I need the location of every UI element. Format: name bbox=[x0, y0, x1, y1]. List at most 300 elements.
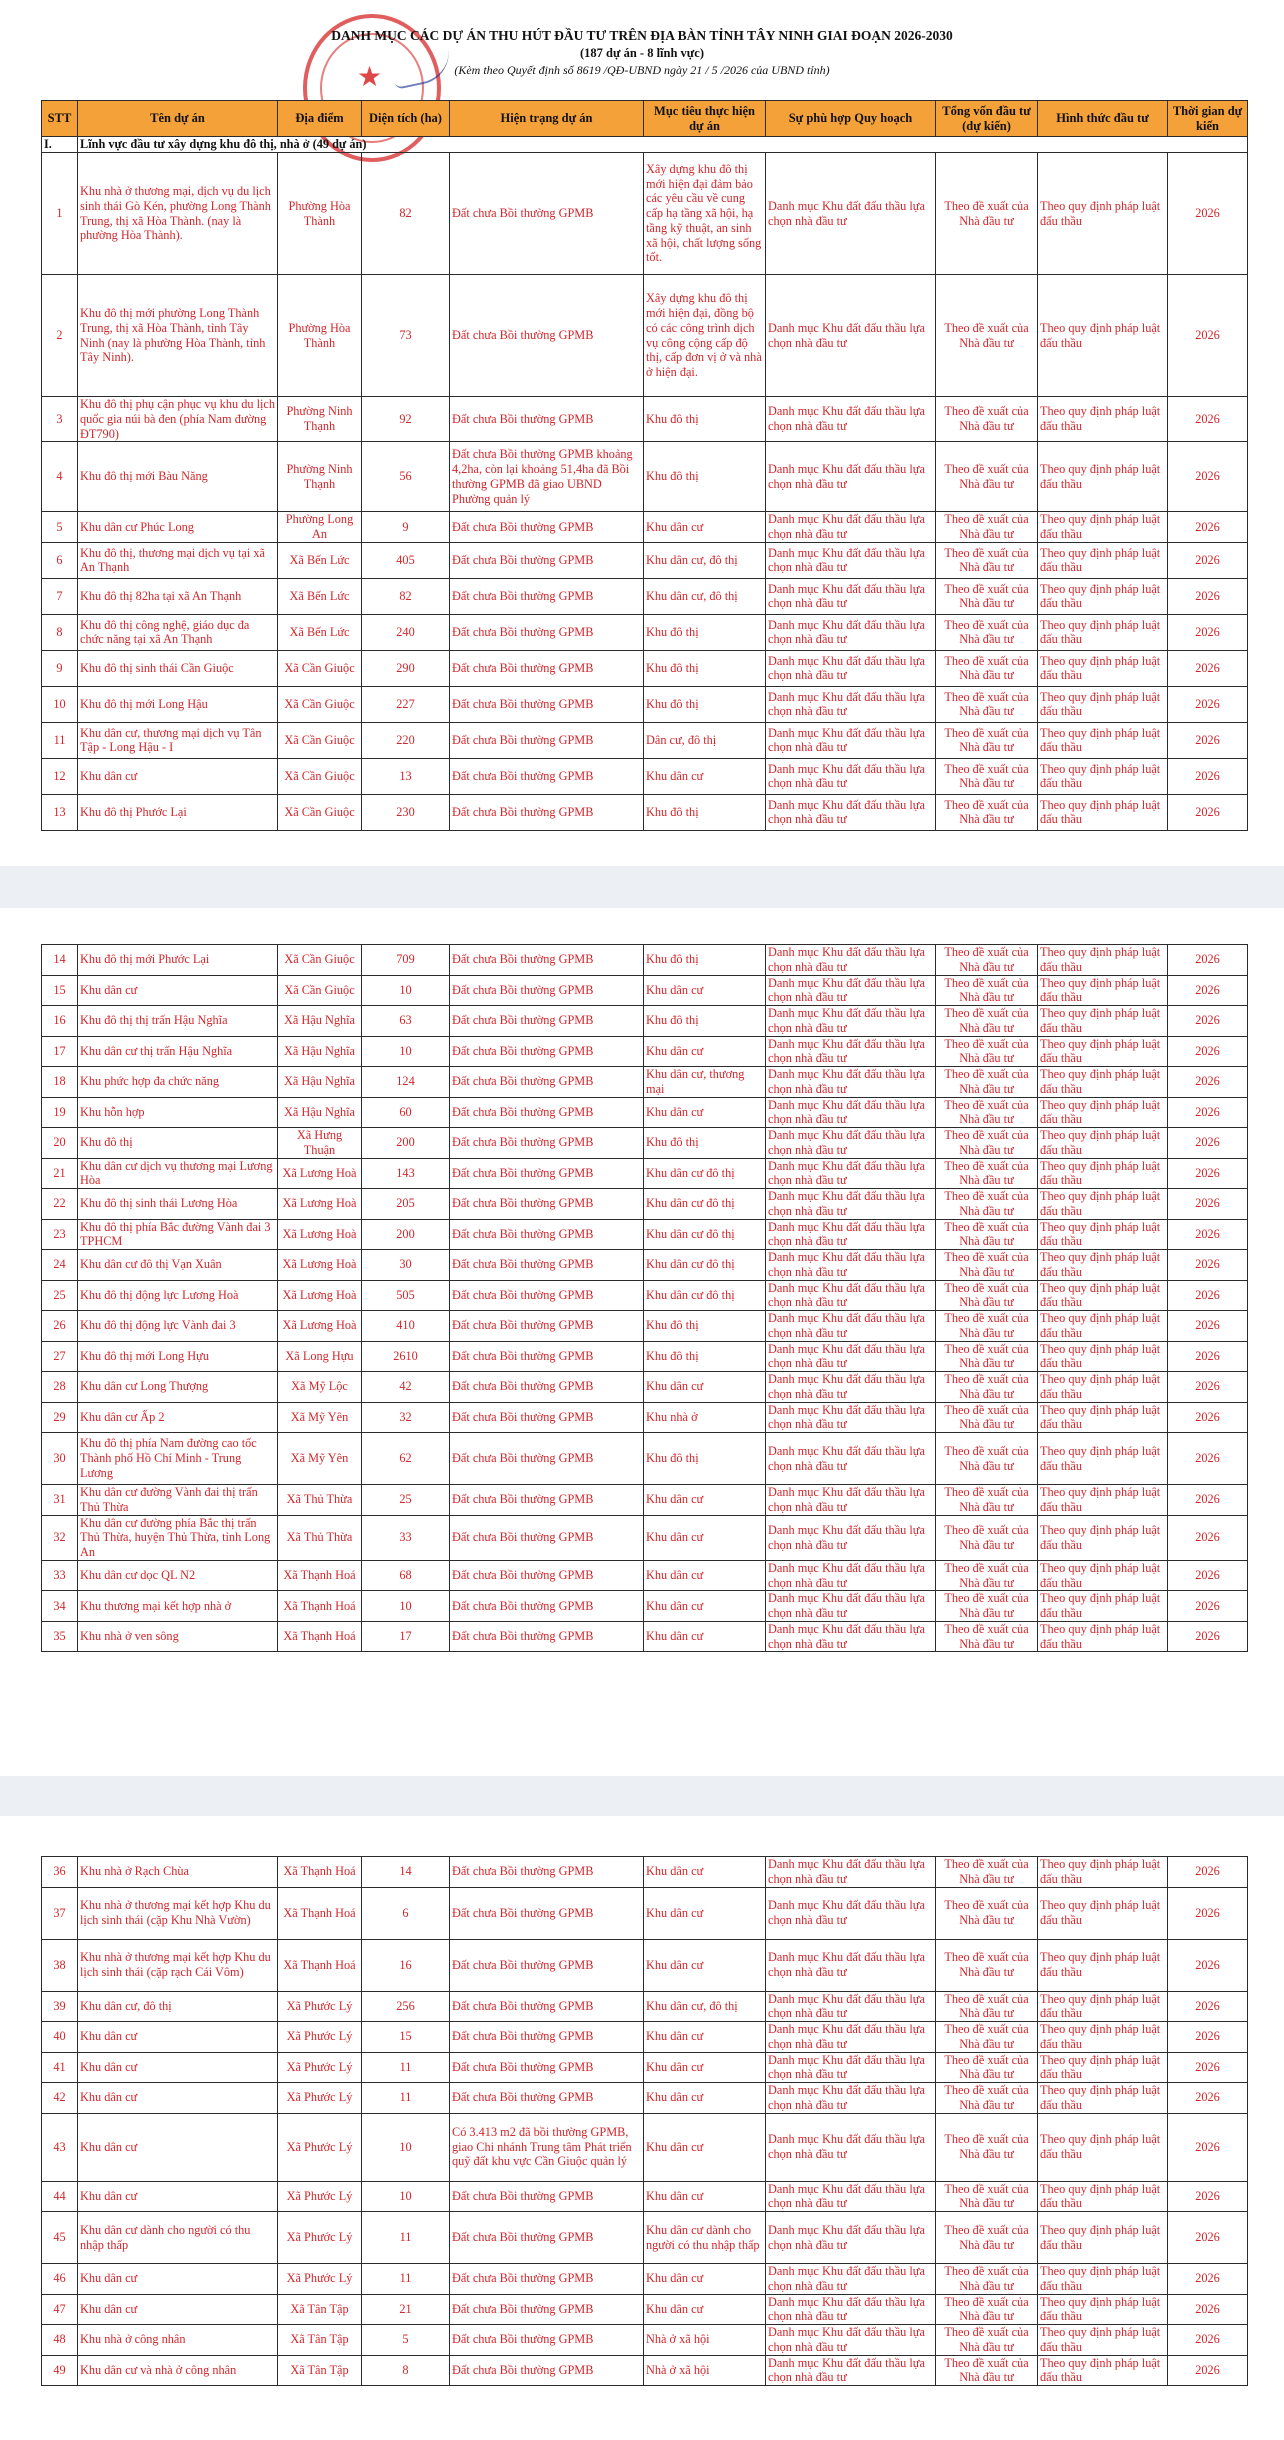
project-location: Xã Tân Tập bbox=[278, 2355, 362, 2386]
total-capital: Theo đề xuất của Nhà đầu tư bbox=[936, 1991, 1038, 2022]
planning-fit: Danh mục Khu đất đấu thầu lựa chọn nhà đầu tư bbox=[766, 2212, 936, 2264]
planning-fit: Danh mục Khu đất đấu thầu lựa chọn nhà đầu tư bbox=[766, 1128, 936, 1159]
row-number: 34 bbox=[42, 1591, 78, 1622]
project-name: Khu đô thị phía Nam đường cao tốc Thành phố Hồ Chí Minh - Trung Lương bbox=[78, 1433, 278, 1485]
total-capital: Theo đề xuất của Nhà đầu tư bbox=[936, 1433, 1038, 1485]
project-location: Xã Lương Hoà bbox=[278, 1158, 362, 1189]
project-status: Đất chưa Bồi thường GPMB bbox=[450, 2355, 644, 2386]
total-capital: Theo đề xuất của Nhà đầu tư bbox=[936, 2113, 1038, 2181]
project-location: Xã Tân Tập bbox=[278, 2325, 362, 2356]
total-capital: Theo đề xuất của Nhà đầu tư bbox=[936, 686, 1038, 722]
project-area: 10 bbox=[362, 2113, 450, 2181]
project-name: Khu dân cư bbox=[78, 2264, 278, 2295]
expected-year: 2026 bbox=[1168, 794, 1248, 830]
project-status: Đất chưa Bồi thường GPMB bbox=[450, 1128, 644, 1159]
project-location: Xã Hậu Nghĩa bbox=[278, 1097, 362, 1128]
expected-year: 2026 bbox=[1168, 542, 1248, 578]
row-number: 4 bbox=[42, 442, 78, 512]
row-number: 28 bbox=[42, 1372, 78, 1403]
document-reference: (Kèm theo Quyết định số 8619 /QĐ-UBND ngày 21 / 5 /2026 của UBND tỉnh) bbox=[454, 63, 830, 77]
investment-form: Theo quy định pháp luật đấu thầu bbox=[1038, 650, 1168, 686]
project-area: 2610 bbox=[362, 1341, 450, 1372]
project-goal: Khu dân cư dành cho người có thu nhập thấp bbox=[644, 2212, 766, 2264]
investment-form: Theo quy định pháp luật đấu thầu bbox=[1038, 1857, 1168, 1888]
table-row bbox=[42, 2083, 1248, 2114]
table-row bbox=[42, 975, 1248, 1006]
project-goal: Khu dân cư bbox=[644, 2264, 766, 2295]
project-location: Xã Thủ Thừa bbox=[278, 1485, 362, 1516]
project-area: 68 bbox=[362, 1560, 450, 1591]
total-capital: Theo đề xuất của Nhà đầu tư bbox=[936, 1097, 1038, 1128]
project-area: 10 bbox=[362, 1036, 450, 1067]
project-area: 505 bbox=[362, 1280, 450, 1311]
total-capital: Theo đề xuất của Nhà đầu tư bbox=[936, 2355, 1038, 2386]
expected-year: 2026 bbox=[1168, 2052, 1248, 2083]
project-location: Xã Phước Lý bbox=[278, 2083, 362, 2114]
table-row bbox=[42, 1341, 1248, 1372]
investment-form: Theo quy định pháp luật đấu thầu bbox=[1038, 2083, 1168, 2114]
table-row bbox=[42, 650, 1248, 686]
table-row bbox=[42, 1067, 1248, 1098]
expected-year: 2026 bbox=[1168, 2113, 1248, 2181]
project-name: Khu dân cư Phúc Long bbox=[78, 512, 278, 543]
investment-form: Theo quy định pháp luật đấu thầu bbox=[1038, 1280, 1168, 1311]
project-name: Khu dân cư dịch vụ thương mại Lương Hòa bbox=[78, 1158, 278, 1189]
project-name: Khu đô thị mới Bàu Năng bbox=[78, 442, 278, 512]
expected-year: 2026 bbox=[1168, 1857, 1248, 1888]
expected-year: 2026 bbox=[1168, 722, 1248, 758]
planning-fit: Danh mục Khu đất đấu thầu lựa chọn nhà đầu tư bbox=[766, 2083, 936, 2114]
project-name: Khu nhà ở thương mại, dịch vụ du lịch sinh thái Gò Kén, phường Long Thành Trung, thị xã Hòa Thành. (nay là phường Hòa Thành). bbox=[78, 153, 278, 275]
project-location: Xã Cần Giuộc bbox=[278, 945, 362, 976]
expected-year: 2026 bbox=[1168, 1433, 1248, 1485]
project-goal: Khu dân cư bbox=[644, 1560, 766, 1591]
project-name: Khu phức hợp đa chức năng bbox=[78, 1067, 278, 1098]
total-capital: Theo đề xuất của Nhà đầu tư bbox=[936, 794, 1038, 830]
investment-form: Theo quy định pháp luật đấu thầu bbox=[1038, 945, 1168, 976]
total-capital: Theo đề xuất của Nhà đầu tư bbox=[936, 1036, 1038, 1067]
project-name: Khu đô thị động lực Lương Hoà bbox=[78, 1280, 278, 1311]
project-name: Khu dân cư đô thị Vạn Xuân bbox=[78, 1250, 278, 1281]
column-header: Sự phù hợp Quy hoạch bbox=[766, 101, 936, 137]
expected-year: 2026 bbox=[1168, 2022, 1248, 2053]
project-location: Xã Thạnh Hoá bbox=[278, 1857, 362, 1888]
expected-year: 2026 bbox=[1168, 275, 1248, 397]
total-capital: Theo đề xuất của Nhà đầu tư bbox=[936, 1591, 1038, 1622]
table-row bbox=[42, 1621, 1248, 1652]
project-goal: Dân cư, đô thị bbox=[644, 722, 766, 758]
project-name: Khu dân cư đường phía Bắc thị trấn Thủ Thừa, huyện Thủ Thừa, tỉnh Long An bbox=[78, 1515, 278, 1560]
investment-form: Theo quy định pháp luật đấu thầu bbox=[1038, 614, 1168, 650]
investment-form: Theo quy định pháp luật đấu thầu bbox=[1038, 1939, 1168, 1991]
project-table-page-2 bbox=[41, 944, 1248, 1652]
project-name: Khu dân cư bbox=[78, 2181, 278, 2212]
star-icon: ★ bbox=[357, 62, 383, 93]
table-row bbox=[42, 1128, 1248, 1159]
column-header: Diện tích (ha) bbox=[362, 101, 450, 137]
investment-form: Theo quy định pháp luật đấu thầu bbox=[1038, 1887, 1168, 1939]
project-location: Xã Bến Lức bbox=[278, 542, 362, 578]
project-goal: Khu dân cư bbox=[644, 1621, 766, 1652]
planning-fit: Danh mục Khu đất đấu thầu lựa chọn nhà đầu tư bbox=[766, 614, 936, 650]
investment-form: Theo quy định pháp luật đấu thầu bbox=[1038, 1372, 1168, 1403]
row-number: 10 bbox=[42, 686, 78, 722]
expected-year: 2026 bbox=[1168, 614, 1248, 650]
project-area: 14 bbox=[362, 1857, 450, 1888]
project-goal: Khu dân cư đô thị bbox=[644, 1219, 766, 1250]
project-goal: Khu dân cư, đô thị bbox=[644, 542, 766, 578]
project-goal: Khu dân cư bbox=[644, 1939, 766, 1991]
table-row bbox=[42, 2181, 1248, 2212]
project-name: Khu thương mại kết hợp nhà ở bbox=[78, 1591, 278, 1622]
project-goal: Khu đô thị bbox=[644, 686, 766, 722]
investment-form: Theo quy định pháp luật đấu thầu bbox=[1038, 794, 1168, 830]
project-goal: Khu dân cư bbox=[644, 1036, 766, 1067]
project-location: Xã Lương Hoà bbox=[278, 1250, 362, 1281]
project-area: 25 bbox=[362, 1485, 450, 1516]
project-name: Khu dân cư bbox=[78, 2113, 278, 2181]
row-number: 22 bbox=[42, 1189, 78, 1220]
project-name: Khu dân cư dành cho người có thu nhập thấp bbox=[78, 2212, 278, 2264]
investment-form: Theo quy định pháp luật đấu thầu bbox=[1038, 153, 1168, 275]
total-capital: Theo đề xuất của Nhà đầu tư bbox=[936, 2083, 1038, 2114]
project-name: Khu dân cư Long Thượng bbox=[78, 1372, 278, 1403]
table-row bbox=[42, 945, 1248, 976]
project-name: Khu nhà ở công nhân bbox=[78, 2325, 278, 2356]
project-location: Xã Lương Hoà bbox=[278, 1311, 362, 1342]
project-location: Xã Thạnh Hoá bbox=[278, 1621, 362, 1652]
project-goal: Khu dân cư bbox=[644, 1515, 766, 1560]
project-name: Khu dân cư dọc QL N2 bbox=[78, 1560, 278, 1591]
row-number: 48 bbox=[42, 2325, 78, 2356]
row-number: 8 bbox=[42, 614, 78, 650]
project-status: Đất chưa Bồi thường GPMB bbox=[450, 1372, 644, 1403]
project-name: Khu dân cư, đô thị bbox=[78, 1991, 278, 2022]
project-location: Xã Phước Lý bbox=[278, 1991, 362, 2022]
total-capital: Theo đề xuất của Nhà đầu tư bbox=[936, 1621, 1038, 1652]
total-capital: Theo đề xuất của Nhà đầu tư bbox=[936, 1189, 1038, 1220]
planning-fit: Danh mục Khu đất đấu thầu lựa chọn nhà đầu tư bbox=[766, 1857, 936, 1888]
row-number: 12 bbox=[42, 758, 78, 794]
row-number: 35 bbox=[42, 1621, 78, 1652]
planning-fit: Danh mục Khu đất đấu thầu lựa chọn nhà đầu tư bbox=[766, 2294, 936, 2325]
row-number: 25 bbox=[42, 1280, 78, 1311]
project-goal: Nhà ở xã hội bbox=[644, 2325, 766, 2356]
table-row bbox=[42, 1857, 1248, 1888]
project-location: Xã Cần Giuộc bbox=[278, 722, 362, 758]
project-status: Đất chưa Bồi thường GPMB bbox=[450, 1097, 644, 1128]
project-goal: Khu dân cư bbox=[644, 1097, 766, 1128]
project-area: 82 bbox=[362, 578, 450, 614]
project-status: Đất chưa Bồi thường GPMB bbox=[450, 1158, 644, 1189]
project-goal: Khu đô thị bbox=[644, 1006, 766, 1037]
total-capital: Theo đề xuất của Nhà đầu tư bbox=[936, 275, 1038, 397]
total-capital: Theo đề xuất của Nhà đầu tư bbox=[936, 1372, 1038, 1403]
project-name: Khu đô thị mới Long Hậu bbox=[78, 686, 278, 722]
column-header: Tổng vốn đầu tư (dự kiến) bbox=[936, 101, 1038, 137]
planning-fit: Danh mục Khu đất đấu thầu lựa chọn nhà đầu tư bbox=[766, 758, 936, 794]
planning-fit: Danh mục Khu đất đấu thầu lựa chọn nhà đầu tư bbox=[766, 2355, 936, 2386]
project-area: 60 bbox=[362, 1097, 450, 1128]
project-area: 410 bbox=[362, 1311, 450, 1342]
total-capital: Theo đề xuất của Nhà đầu tư bbox=[936, 722, 1038, 758]
expected-year: 2026 bbox=[1168, 1219, 1248, 1250]
project-status: Đất chưa Bồi thường GPMB bbox=[450, 945, 644, 976]
investment-form: Theo quy định pháp luật đấu thầu bbox=[1038, 1433, 1168, 1485]
project-location: Xã Thạnh Hoá bbox=[278, 1939, 362, 1991]
total-capital: Theo đề xuất của Nhà đầu tư bbox=[936, 1341, 1038, 1372]
project-area: 10 bbox=[362, 1591, 450, 1622]
total-capital: Theo đề xuất của Nhà đầu tư bbox=[936, 2181, 1038, 2212]
investment-form: Theo quy định pháp luật đấu thầu bbox=[1038, 1591, 1168, 1622]
investment-form: Theo quy định pháp luật đấu thầu bbox=[1038, 1006, 1168, 1037]
planning-fit: Danh mục Khu đất đấu thầu lựa chọn nhà đầu tư bbox=[766, 1311, 936, 1342]
table-row bbox=[42, 2325, 1248, 2356]
project-status: Đất chưa Bồi thường GPMB bbox=[450, 2325, 644, 2356]
table-row bbox=[42, 1311, 1248, 1342]
row-number: 9 bbox=[42, 650, 78, 686]
planning-fit: Danh mục Khu đất đấu thầu lựa chọn nhà đầu tư bbox=[766, 1280, 936, 1311]
project-location: Xã Lương Hoà bbox=[278, 1189, 362, 1220]
project-name: Khu đô thị mới phường Long Thành Trung, thị xã Hòa Thành, tỉnh Tây Ninh (nay là phường Hòa Thành, tỉnh Tây Ninh). bbox=[78, 275, 278, 397]
row-number: 42 bbox=[42, 2083, 78, 2114]
planning-fit: Danh mục Khu đất đấu thầu lựa chọn nhà đầu tư bbox=[766, 1189, 936, 1220]
project-goal: Khu dân cư bbox=[644, 1372, 766, 1403]
total-capital: Theo đề xuất của Nhà đầu tư bbox=[936, 578, 1038, 614]
total-capital: Theo đề xuất của Nhà đầu tư bbox=[936, 1280, 1038, 1311]
project-goal: Khu đô thị bbox=[644, 1433, 766, 1485]
table-row bbox=[42, 1560, 1248, 1591]
project-status: Đất chưa Bồi thường GPMB bbox=[450, 1939, 644, 1991]
planning-fit: Danh mục Khu đất đấu thầu lựa chọn nhà đầu tư bbox=[766, 1341, 936, 1372]
planning-fit: Danh mục Khu đất đấu thầu lựa chọn nhà đầu tư bbox=[766, 2325, 936, 2356]
row-number: 24 bbox=[42, 1250, 78, 1281]
table-row bbox=[42, 1591, 1248, 1622]
table-row bbox=[42, 2264, 1248, 2295]
total-capital: Theo đề xuất của Nhà đầu tư bbox=[936, 1402, 1038, 1433]
project-name: Khu dân cư bbox=[78, 2022, 278, 2053]
investment-form: Theo quy định pháp luật đấu thầu bbox=[1038, 1128, 1168, 1159]
project-status: Đất chưa Bồi thường GPMB bbox=[450, 1036, 644, 1067]
investment-form: Theo quy định pháp luật đấu thầu bbox=[1038, 1402, 1168, 1433]
table-row bbox=[42, 1939, 1248, 1991]
table-row bbox=[42, 1189, 1248, 1220]
project-goal: Khu dân cư bbox=[644, 512, 766, 543]
investment-form: Theo quy định pháp luật đấu thầu bbox=[1038, 1189, 1168, 1220]
project-location: Xã Thạnh Hoá bbox=[278, 1591, 362, 1622]
project-name: Khu nhà ở thương mại kết hợp Khu du lịch sinh thái (cặp rạch Cái Vôm) bbox=[78, 1939, 278, 1991]
project-name: Khu đô thị Phước Lại bbox=[78, 794, 278, 830]
project-area: 143 bbox=[362, 1158, 450, 1189]
project-location: Phường Ninh Thạnh bbox=[278, 397, 362, 442]
project-status: Đất chưa Bồi thường GPMB bbox=[450, 1219, 644, 1250]
expected-year: 2026 bbox=[1168, 650, 1248, 686]
investment-form: Theo quy định pháp luật đấu thầu bbox=[1038, 442, 1168, 512]
table-row bbox=[42, 397, 1248, 442]
planning-fit: Danh mục Khu đất đấu thầu lựa chọn nhà đầu tư bbox=[766, 397, 936, 442]
investment-form: Theo quy định pháp luật đấu thầu bbox=[1038, 686, 1168, 722]
document-subtitle: (187 dự án - 8 lĩnh vực) bbox=[579, 46, 705, 60]
planning-fit: Danh mục Khu đất đấu thầu lựa chọn nhà đầu tư bbox=[766, 542, 936, 578]
column-header: STT bbox=[42, 101, 78, 137]
project-location: Xã Lương Hoà bbox=[278, 1280, 362, 1311]
total-capital: Theo đề xuất của Nhà đầu tư bbox=[936, 2264, 1038, 2295]
investment-form: Theo quy định pháp luật đấu thầu bbox=[1038, 1097, 1168, 1128]
project-status: Đất chưa Bồi thường GPMB bbox=[450, 542, 644, 578]
project-area: 8 bbox=[362, 2355, 450, 2386]
project-area: 42 bbox=[362, 1372, 450, 1403]
project-name: Khu dân cư bbox=[78, 975, 278, 1006]
expected-year: 2026 bbox=[1168, 1280, 1248, 1311]
planning-fit: Danh mục Khu đất đấu thầu lựa chọn nhà đầu tư bbox=[766, 722, 936, 758]
investment-form: Theo quy định pháp luật đấu thầu bbox=[1038, 1341, 1168, 1372]
project-goal: Xây dựng khu đô thị mới hiện đại, đồng bộ có các công trình dịch vụ công cộng cấp độ thị, cấp đơn vị ở và nhà ở hiện đại. bbox=[644, 275, 766, 397]
project-table-page-1 bbox=[41, 100, 1248, 831]
project-area: 11 bbox=[362, 2083, 450, 2114]
project-name: Khu đô thị 82ha tại xã An Thạnh bbox=[78, 578, 278, 614]
project-status: Đất chưa Bồi thường GPMB bbox=[450, 512, 644, 543]
investment-form: Theo quy định pháp luật đấu thầu bbox=[1038, 1485, 1168, 1516]
project-goal: Khu dân cư bbox=[644, 2083, 766, 2114]
expected-year: 2026 bbox=[1168, 397, 1248, 442]
column-header: Mục tiêu thực hiện dự án bbox=[644, 101, 766, 137]
row-number: 7 bbox=[42, 578, 78, 614]
table-row bbox=[42, 1887, 1248, 1939]
total-capital: Theo đề xuất của Nhà đầu tư bbox=[936, 153, 1038, 275]
project-status: Đất chưa Bồi thường GPMB bbox=[450, 397, 644, 442]
table-row bbox=[42, 1006, 1248, 1037]
expected-year: 2026 bbox=[1168, 2325, 1248, 2356]
planning-fit: Danh mục Khu đất đấu thầu lựa chọn nhà đầu tư bbox=[766, 1887, 936, 1939]
project-status: Đất chưa Bồi thường GPMB bbox=[450, 1857, 644, 1888]
total-capital: Theo đề xuất của Nhà đầu tư bbox=[936, 1067, 1038, 1098]
table-row bbox=[42, 512, 1248, 543]
project-goal: Khu đô thị bbox=[644, 442, 766, 512]
total-capital: Theo đề xuất của Nhà đầu tư bbox=[936, 542, 1038, 578]
project-location: Xã Long Hựu bbox=[278, 1341, 362, 1372]
investment-form: Theo quy định pháp luật đấu thầu bbox=[1038, 542, 1168, 578]
total-capital: Theo đề xuất của Nhà đầu tư bbox=[936, 2212, 1038, 2264]
project-location: Xã Mỹ Lộc bbox=[278, 1372, 362, 1403]
project-status: Đất chưa Bồi thường GPMB khoảng 4,2ha, còn lại khoảng 51,4ha đã Bồi thường GPMB đã giao UBND Phường quản lý bbox=[450, 442, 644, 512]
expected-year: 2026 bbox=[1168, 1158, 1248, 1189]
planning-fit: Danh mục Khu đất đấu thầu lựa chọn nhà đầu tư bbox=[766, 512, 936, 543]
project-goal: Khu dân cư bbox=[644, 2294, 766, 2325]
project-name: Khu đô thị thị trấn Hậu Nghĩa bbox=[78, 1006, 278, 1037]
project-name: Khu đô thị phụ cận phục vụ khu du lịch quốc gia núi bà đen (phía Nam đường ĐT790) bbox=[78, 397, 278, 442]
project-area: 16 bbox=[362, 1939, 450, 1991]
planning-fit: Danh mục Khu đất đấu thầu lựa chọn nhà đầu tư bbox=[766, 1097, 936, 1128]
investment-form: Theo quy định pháp luật đấu thầu bbox=[1038, 1036, 1168, 1067]
project-location: Xã Bến Lức bbox=[278, 614, 362, 650]
project-name: Khu dân cư thị trấn Hậu Nghĩa bbox=[78, 1036, 278, 1067]
expected-year: 2026 bbox=[1168, 1991, 1248, 2022]
project-location: Phường Hòa Thành bbox=[278, 275, 362, 397]
table-row bbox=[42, 1250, 1248, 1281]
project-goal: Khu đô thị bbox=[644, 1128, 766, 1159]
project-location: Phường Long An bbox=[278, 512, 362, 543]
column-header: Thời gian dự kiến bbox=[1168, 101, 1248, 137]
project-status: Đất chưa Bồi thường GPMB bbox=[450, 1515, 644, 1560]
planning-fit: Danh mục Khu đất đấu thầu lựa chọn nhà đầu tư bbox=[766, 686, 936, 722]
project-status: Đất chưa Bồi thường GPMB bbox=[450, 975, 644, 1006]
project-status: Đất chưa Bồi thường GPMB bbox=[450, 2052, 644, 2083]
row-number: 47 bbox=[42, 2294, 78, 2325]
project-location: Xã Tân Tập bbox=[278, 2294, 362, 2325]
table-row bbox=[42, 686, 1248, 722]
project-goal: Xây dựng khu đô thị mới hiện đại đảm bảo các yêu cầu về cung cấp hạ tầng xã hội, hạ tầng kỹ thuật, an sinh xã hội, chất lượng sống tốt. bbox=[644, 153, 766, 275]
planning-fit: Danh mục Khu đất đấu thầu lựa chọn nhà đầu tư bbox=[766, 2264, 936, 2295]
row-number: 32 bbox=[42, 1515, 78, 1560]
row-number: 15 bbox=[42, 975, 78, 1006]
project-goal: Khu đô thị bbox=[644, 945, 766, 976]
planning-fit: Danh mục Khu đất đấu thầu lựa chọn nhà đầu tư bbox=[766, 1560, 936, 1591]
project-area: 17 bbox=[362, 1621, 450, 1652]
investment-form: Theo quy định pháp luật đấu thầu bbox=[1038, 722, 1168, 758]
project-status: Đất chưa Bồi thường GPMB bbox=[450, 1433, 644, 1485]
column-header: Tên dự án bbox=[78, 101, 278, 137]
row-number: 36 bbox=[42, 1857, 78, 1888]
planning-fit: Danh mục Khu đất đấu thầu lựa chọn nhà đầu tư bbox=[766, 1067, 936, 1098]
project-goal: Khu dân cư bbox=[644, 1887, 766, 1939]
project-location: Xã Cần Giuộc bbox=[278, 686, 362, 722]
planning-fit: Danh mục Khu đất đấu thầu lựa chọn nhà đầu tư bbox=[766, 1402, 936, 1433]
total-capital: Theo đề xuất của Nhà đầu tư bbox=[936, 1939, 1038, 1991]
table-row bbox=[42, 1372, 1248, 1403]
row-number: 39 bbox=[42, 1991, 78, 2022]
project-area: 220 bbox=[362, 722, 450, 758]
investment-form: Theo quy định pháp luật đấu thầu bbox=[1038, 512, 1168, 543]
project-goal: Khu đô thị bbox=[644, 650, 766, 686]
investment-form: Theo quy định pháp luật đấu thầu bbox=[1038, 1250, 1168, 1281]
project-area: 15 bbox=[362, 2022, 450, 2053]
project-status: Đất chưa Bồi thường GPMB bbox=[450, 758, 644, 794]
table-row bbox=[42, 1219, 1248, 1250]
project-area: 92 bbox=[362, 397, 450, 442]
project-area: 205 bbox=[362, 1189, 450, 1220]
table-row bbox=[42, 153, 1248, 275]
project-status: Đất chưa Bồi thường GPMB bbox=[450, 1402, 644, 1433]
project-area: 30 bbox=[362, 1250, 450, 1281]
document-header bbox=[0, 28, 1284, 78]
total-capital: Theo đề xuất của Nhà đầu tư bbox=[936, 2294, 1038, 2325]
expected-year: 2026 bbox=[1168, 1887, 1248, 1939]
page-gap bbox=[0, 866, 1284, 908]
investment-form: Theo quy định pháp luật đấu thầu bbox=[1038, 2294, 1168, 2325]
project-status: Đất chưa Bồi thường GPMB bbox=[450, 2083, 644, 2114]
planning-fit: Danh mục Khu đất đấu thầu lựa chọn nhà đầu tư bbox=[766, 2113, 936, 2181]
project-location: Xã Mỹ Yên bbox=[278, 1433, 362, 1485]
expected-year: 2026 bbox=[1168, 442, 1248, 512]
project-area: 33 bbox=[362, 1515, 450, 1560]
investment-form: Theo quy định pháp luật đấu thầu bbox=[1038, 2022, 1168, 2053]
project-name: Khu đô thị, thương mại dịch vụ tại xã An Thạnh bbox=[78, 542, 278, 578]
investment-form: Theo quy định pháp luật đấu thầu bbox=[1038, 758, 1168, 794]
project-location: Xã Lương Hoà bbox=[278, 1219, 362, 1250]
project-goal: Khu đô thị bbox=[644, 1341, 766, 1372]
project-goal: Khu nhà ở bbox=[644, 1402, 766, 1433]
project-name: Khu hỗn hợp bbox=[78, 1097, 278, 1128]
planning-fit: Danh mục Khu đất đấu thầu lựa chọn nhà đầu tư bbox=[766, 1372, 936, 1403]
project-location: Xã Phước Lý bbox=[278, 2181, 362, 2212]
project-goal: Khu dân cư bbox=[644, 1485, 766, 1516]
project-status: Đất chưa Bồi thường GPMB bbox=[450, 686, 644, 722]
project-goal: Khu dân cư đô thị bbox=[644, 1189, 766, 1220]
project-name: Khu đô thị công nghệ, giáo dục đa chức năng tại xã An Thạnh bbox=[78, 614, 278, 650]
planning-fit: Danh mục Khu đất đấu thầu lựa chọn nhà đầu tư bbox=[766, 650, 936, 686]
row-number: 17 bbox=[42, 1036, 78, 1067]
row-number: 46 bbox=[42, 2264, 78, 2295]
